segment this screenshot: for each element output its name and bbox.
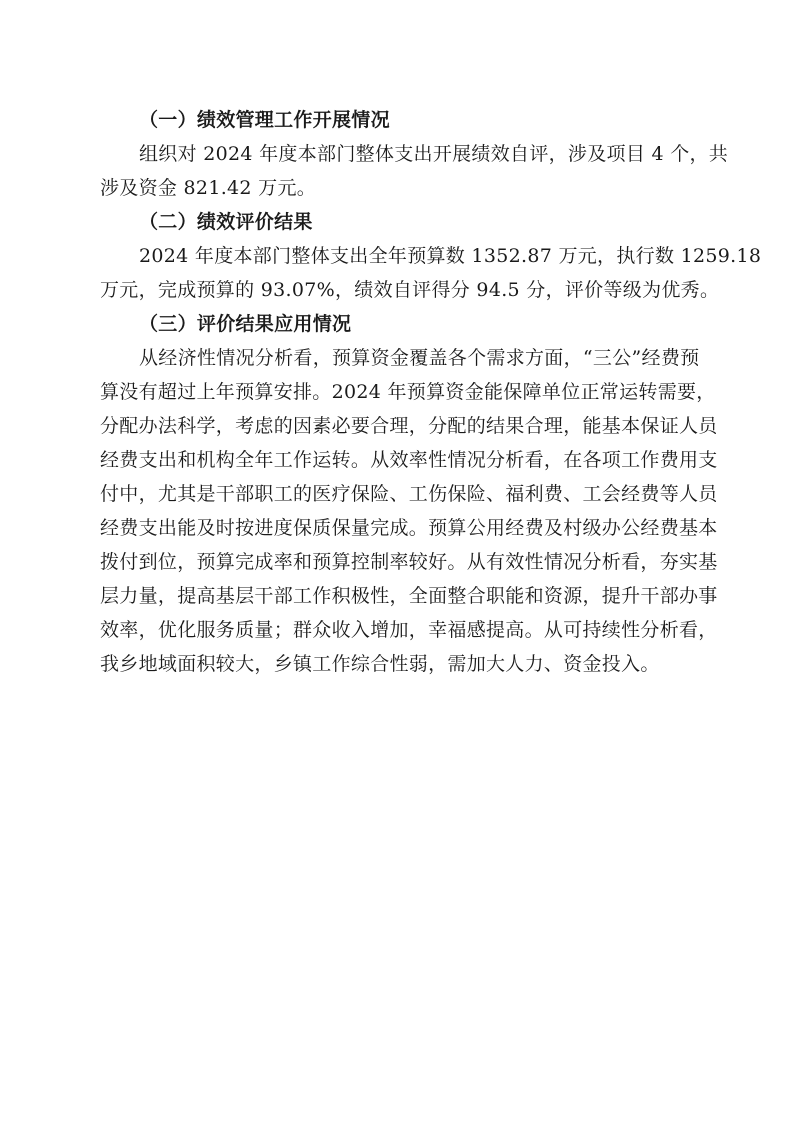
paragraph-line: 分配办法科学，考虑的因素必要合理，分配的结果合理，能基本保证人员 <box>100 415 718 437</box>
paragraph-line: 付中，尤其是干部职工的医疗保险、工伤保险、福利费、工会经费等人员 <box>100 483 718 505</box>
paragraph-line: 组织对 2024 年度本部门整体支出开展绩效自评，涉及项目 4 个，共 <box>139 143 729 165</box>
paragraph-line: 层力量，提高基层干部工作积极性，全面整合职能和资源，提升干部办事 <box>100 585 718 607</box>
paragraph-line: 效率，优化服务质量；群众收入增加，幸福感提高。从可持续性分析看， <box>100 619 718 641</box>
section-heading-1: （一）绩效管理工作开展情况 <box>139 109 390 131</box>
paragraph-line: 2024 年度本部门整体支出全年预算数 1352.87 万元，执行数 1259.18 <box>139 245 762 267</box>
paragraph-line: 经费支出和机构全年工作运转。从效率性情况分析看，在各项工作费用支 <box>100 449 718 471</box>
section-heading-2: （二）绩效评价结果 <box>139 211 313 233</box>
paragraph-line: 我乡地域面积较大，乡镇工作综合性弱，需加大人力、资金投入。 <box>100 653 660 675</box>
paragraph-line: 算没有超过上年预算安排。2024 年预算资金能保障单位正常运转需要， <box>100 381 716 403</box>
paragraph-line: 涉及资金 821.42 万元。 <box>100 177 317 199</box>
paragraph-line: 经费支出能及时按进度保质保量完成。预算公用经费及村级办公经费基本 <box>100 517 718 539</box>
paragraph-line: 从经济性情况分析看，预算资金覆盖各个需求方面，“三公”经费预 <box>139 347 700 369</box>
paragraph-line: 拨付到位，预算完成率和预算控制率较好。从有效性情况分析看，夯实基 <box>100 551 718 573</box>
document-body <box>100 103 762 681</box>
section-heading-3: （三）评价结果应用情况 <box>139 313 352 335</box>
paragraph-line: 万元，完成预算的 93.07%，绩效自评得分 94.5 分，评价等级为优秀。 <box>100 279 720 301</box>
